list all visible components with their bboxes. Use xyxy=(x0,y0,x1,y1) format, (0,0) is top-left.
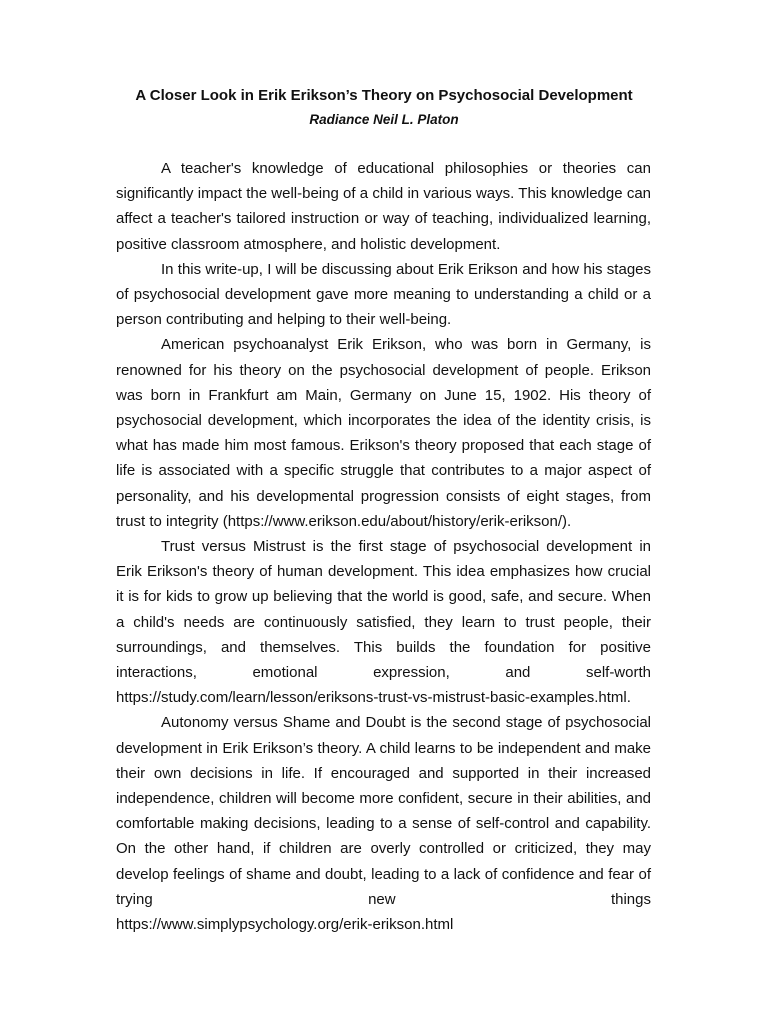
paragraph-5-reference-url: https://www.simplypsychology.org/erik-erikson.html xyxy=(116,916,454,934)
document-title: A Closer Look in Erik Erikson’s Theory on Psychosocial Development xyxy=(135,87,633,104)
paragraph-2: In this write-up, I will be discussing about Erik Erikson and how his stages of psychosocial development gave more meaning to understanding a child or a person contributing and helping to their well-being. xyxy=(116,260,651,329)
paragraph-4-reference-url: https://study.com/learn/lesson/eriksons-trust-vs-mistrust-basic-examples.html. xyxy=(116,689,631,707)
paragraph-5-block xyxy=(116,710,651,937)
document-author: Radiance Neil L. Platon xyxy=(309,112,459,127)
paragraph-4: Trust versus Mistrust is the first stage of psychosocial development in Erik Erikson's theory of human development. This idea emphasizes how crucial it is for kids to grow up believing that the world is good, safe, and secure. When a child's needs are continuously satisfied, they learn to trust people, their surroundings, and themselves. This builds the foundation for positive interactions, emotional expression, and self-worth xyxy=(116,538,651,682)
paragraph-1: A teacher's knowledge of educational philosophies or theories can significantly impact the well-being of a child in various ways. This knowledge can affect a teacher's tailored instruction or way of teaching, individualized learning, positive classroom atmosphere, and holistic development. xyxy=(116,160,651,253)
paragraph-3: American psychoanalyst Erik Erikson, who was born in Germany, is renowned for his theory on the psychosocial development of people. Erikson was born in Frankfurt am Main, Germany on June 15, 1902. His theory of psychosocial development, which incorporates the idea of the identity crisis, is what has made him most famous. Erikson's theory proposed that each stage of life is associated with a specific struggle that contributes to a major aspect of personality, and his developmental progression consists of eight stages, from trust to integrity (https://www.erikson.edu/about/history/erik-erikson/). xyxy=(116,336,651,530)
paragraph-5: Autonomy versus Shame and Doubt is the second stage of psychosocial development in Erik Erikson’s theory. A child learns to be independent and make their own decisions in life. If encouraged and supported in their increased independence, children will become more confident, secure in their abilities, and comfortable making decisions, leading to a sense of self-control and capability. On the other hand, if children are overly controlled or criticized, they may develop feelings of shame and doubt, leading to a lack of confidence and fear of trying new things xyxy=(116,714,651,908)
document-body xyxy=(116,156,651,937)
paragraph-4-block xyxy=(116,534,651,710)
